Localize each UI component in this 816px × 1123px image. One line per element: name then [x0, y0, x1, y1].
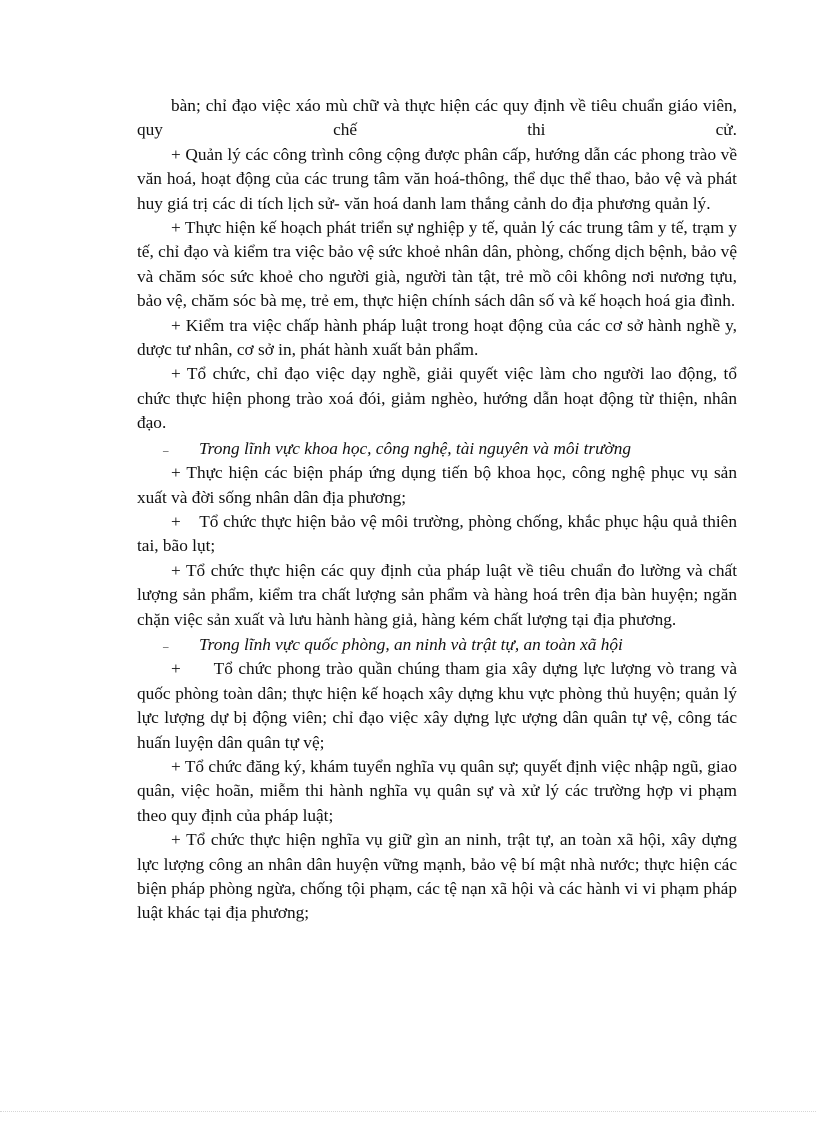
document-body: [137, 94, 742, 926]
heading-bullet-icon: –: [163, 444, 169, 457]
paragraph-education: bàn; chỉ đạo việc xáo mù chữ và thực hiện các quy định về tiêu chuẩn giáo viên, quy chế thi cử.: [137, 96, 737, 140]
paragraph-health: + Thực hiện kế hoạch phát triển sự nghiệp y tế, quản lý các trung tâm y tế, trạm y tế, chỉ đạo và kiểm tra việc bảo vệ sức khoẻ nhân dân, phòng, chống dịch bệnh, bảo vệ và chăm sóc sức khoẻ cho người già, người tàn tật, trẻ mồ côi không nơi nương tựu, bảo vệ, chăm sóc bà mẹ, trẻ em, thực hiện chính sách dân số và kế hoạch hoá gia đình.: [137, 218, 737, 311]
paragraph-military-service: + Tổ chức đăng ký, khám tuyển nghĩa vụ quân sự; quyết định việc nhập ngũ, giao quân, việc hoãn, miễm thi hành nghĩa vụ quân sự và xử lý các trường hợp vi phạm theo quy định của pháp luật;: [137, 756, 737, 825]
paragraph-public-security: + Tổ chức thực hiện nghĩa vụ giữ gìn an ninh, trật tự, an toàn xã hội, xây dựng lực lượng công an nhân dân huyện vững mạnh, bảo vệ bí mật nhà nước; thực hiện các biện pháp phòng ngừa, chống tội phạm, các tệ nạn xã hội và các hành vi vi phạm pháp luật khác tại địa phương;: [137, 830, 737, 923]
section-heading-science-text: Trong lĩnh vực khoa học, công nghệ, tài nguyên và môi trường: [199, 438, 632, 458]
paragraph-technology: + Thực hiện các biện pháp ứng dụng tiến bộ khoa học, công nghệ phục vụ sản xuất và đời sống nhân dân địa phương;: [137, 463, 737, 507]
paragraph-employment: + Tổ chức, chỉ đạo việc dạy nghề, giải quyết việc làm cho người lao động, tổ chức thực hiện phong trào xoá đói, giảm nghèo, hướng dẫn hoạt động từ thiện, nhân đạo.: [137, 364, 737, 433]
section-heading-defense: [137, 633, 737, 657]
section-heading-science: [137, 437, 737, 461]
paragraph-quality-standards: + Tổ chức thực hiện các quy định của pháp luật về tiêu chuẩn đo lường và chất lượng sản phẩm, kiểm tra chất lượng sản phẩm và hàng hoá trên địa bàn huyện; ngăn chặn việc sản xuất và lưu hành hàng giả, hàng kém chất lượng tại địa phương.: [137, 560, 737, 629]
heading-bullet-icon: –: [163, 640, 169, 653]
section-heading-defense-text: Trong lĩnh vực quốc phòng, an ninh và trật tự, an toàn xã hội: [199, 634, 623, 654]
paragraph-environment: + Tổ chức thực hiện bảo vệ môi trường, phòng chống, khắc phục hậu quả thiên tai, bão lụt;: [137, 511, 742, 556]
page-bottom-divider: [0, 1111, 816, 1112]
paragraph-culture: + Quản lý các công trình công cộng được phân cấp, hướng dẫn các phong trào về văn hoá, hoạt động của các trung tâm văn hoá-thông, thể dục thể thao, bảo vệ và phát huy giá trị các di tích lịch sử- văn hoá danh lam thắng cảnh do địa phương quản lý.: [137, 144, 737, 213]
paragraph-medical-inspection: + Kiểm tra việc chấp hành pháp luật trong hoạt động của các cơ sở hành nghề y, dược tư nhân, cơ sở in, phát hành xuất bản phẩm.: [137, 315, 737, 360]
paragraph-national-defense: + Tổ chức phong trào quần chúng tham gia xây dựng lực lượng vò trang và quốc phòng toàn dân; thực hiện kế hoạch xây dựng khu vực phòng thủ huyện; quản lý lực lượng dự bị động viên; chỉ đạo việc xây dựng lực ượng dân quân tự vệ, công tác huấn luyện dân quân tự vệ;: [137, 659, 742, 752]
